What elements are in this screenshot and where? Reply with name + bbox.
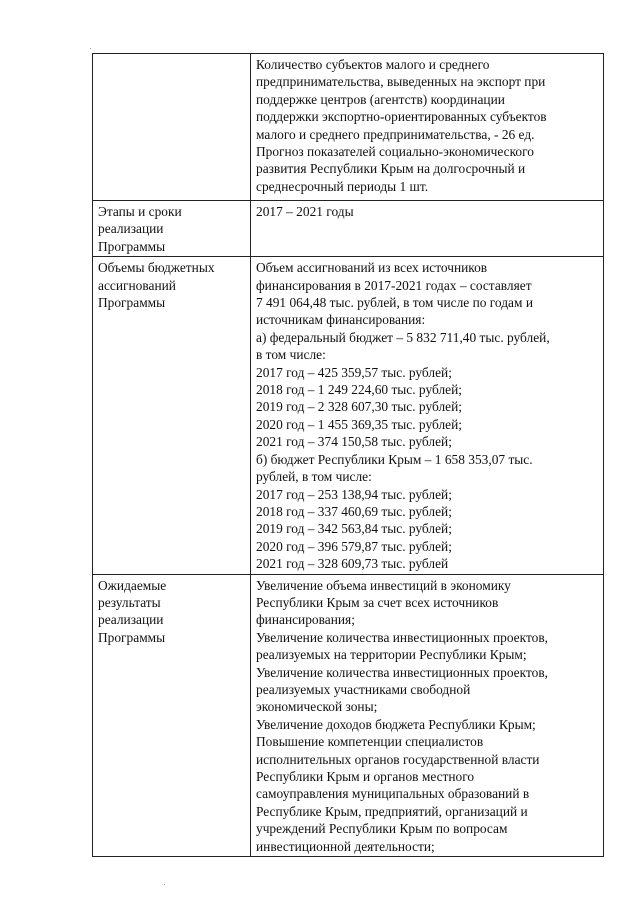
text-line: 2017 год – 425 359,57 тыс. рублей;: [256, 364, 452, 380]
text-line: 7 491 064,48 тыс. рублей, в том числе по годам и: [256, 295, 533, 311]
text-line: 2019 год – 2 328 607,30 тыс. рублей;: [256, 399, 462, 415]
text-line: Повышение компетенции специалистов: [256, 734, 484, 750]
text-line: исполнительных органов государственной власти: [256, 751, 540, 767]
text-line: рублей, в том числе:: [256, 469, 372, 485]
text-line: Республики Крым за счет всех источников: [256, 594, 499, 610]
text-line: реализуемых участниками свободной: [256, 681, 471, 697]
text-line: Увеличение количества инвестиционных проектов,: [256, 629, 548, 645]
table-row: [93, 54, 604, 201]
row-label-line: Ожидаемые: [98, 577, 167, 593]
text-line: поддержки экспортно-ориентированных субъектов: [256, 109, 547, 125]
text-line: Увеличение доходов бюджета Республики Крым;: [256, 716, 536, 732]
text-line: Увеличение объема инвестиций в экономику: [256, 577, 511, 593]
text-line: предпринимательства, выведенных на экспорт при: [256, 74, 546, 90]
row-label-cell: [93, 201, 251, 257]
text-line: Количество субъектов малого и среднего: [256, 57, 490, 72]
row-value-cell: [251, 574, 604, 857]
row-label-line: Программы: [98, 629, 166, 645]
text-line: в том числе:: [256, 347, 326, 363]
row-value-cell: [251, 54, 604, 201]
text-line: самоуправления муниципальных образований в: [256, 786, 530, 802]
row-label-line: Объемы бюджетных: [98, 260, 215, 276]
text-line: 2020 год – 396 579,87 тыс. рублей;: [256, 538, 452, 554]
text-line: развития Республики Крым на долгосрочный и: [256, 161, 526, 177]
row-label-line: ассигнований: [98, 277, 176, 293]
text-line: поддержке центров (агентств) координации: [256, 91, 505, 107]
row-value-cell: [251, 201, 604, 257]
text-line: инвестиционной деятельности;: [256, 838, 435, 854]
text-line: малого и среднего предпринимательства, - 26 ед.: [256, 126, 535, 142]
text-line: учреждений Республики Крым по вопросам: [256, 821, 508, 837]
text-line: 2021 год – 374 150,58 тыс. рублей;: [256, 434, 452, 450]
row-label-line: результаты: [98, 594, 161, 610]
text-line: б) бюджет Республики Крым – 1 658 353,07 тыс.: [256, 451, 533, 467]
row-label-line: Программы: [98, 295, 166, 311]
text-line: а) федеральный бюджет – 5 832 711,40 тыс. рублей,: [256, 329, 550, 345]
text-line: 2021 год – 328 609,73 тыс. рублей: [256, 556, 449, 572]
text-line: Объем ассигнований из всех источников: [256, 260, 488, 276]
row-label-cell: [93, 54, 251, 201]
row-label-line: реализации: [98, 221, 164, 237]
text-line: Республике Крым, предприятий, организаций и: [256, 803, 528, 819]
text-line: Республики Крым и органов местного: [256, 769, 475, 784]
text-line: финансирования;: [256, 612, 355, 628]
row-label-line: реализации: [98, 612, 164, 628]
program-passport-table: [92, 53, 604, 857]
text-line: Прогноз показателей социально-экономического: [256, 144, 534, 160]
text-line: 2018 год – 337 460,69 тыс. рублей;: [256, 503, 452, 519]
text-line: 2018 год – 1 249 224,60 тыс. рублей;: [256, 382, 462, 398]
table-row: [93, 257, 604, 574]
row-label-line: Программы: [98, 238, 166, 254]
text-line: реализуемых на территории Республики Крым;: [256, 647, 527, 663]
text-line: финансирования в 2017-2021 годах – составляет: [256, 277, 532, 293]
text-line: 2017 год – 253 138,94 тыс. рублей;: [256, 486, 452, 502]
text-line: Увеличение количества инвестиционных проектов,: [256, 664, 548, 680]
text-line: источникам финансирования:: [256, 312, 426, 328]
text-line: 2017 – 2021 годы: [256, 204, 354, 219]
text-line: среднесрочный периоды 1 шт.: [256, 178, 429, 194]
table-row: [93, 201, 604, 257]
scan-speck: [164, 884, 165, 885]
text-line: 2019 год – 342 563,84 тыс. рублей;: [256, 521, 452, 537]
row-label-cell: [93, 257, 251, 574]
scan-speck: [90, 48, 91, 49]
row-label-cell: [93, 574, 251, 857]
row-value-cell: [251, 257, 604, 574]
text-line: 2020 год – 1 455 369,35 тыс. рублей;: [256, 416, 462, 432]
table-row: [93, 574, 604, 857]
row-label-line: Этапы и сроки: [98, 204, 182, 219]
text-line: экономической зоны;: [256, 699, 378, 715]
